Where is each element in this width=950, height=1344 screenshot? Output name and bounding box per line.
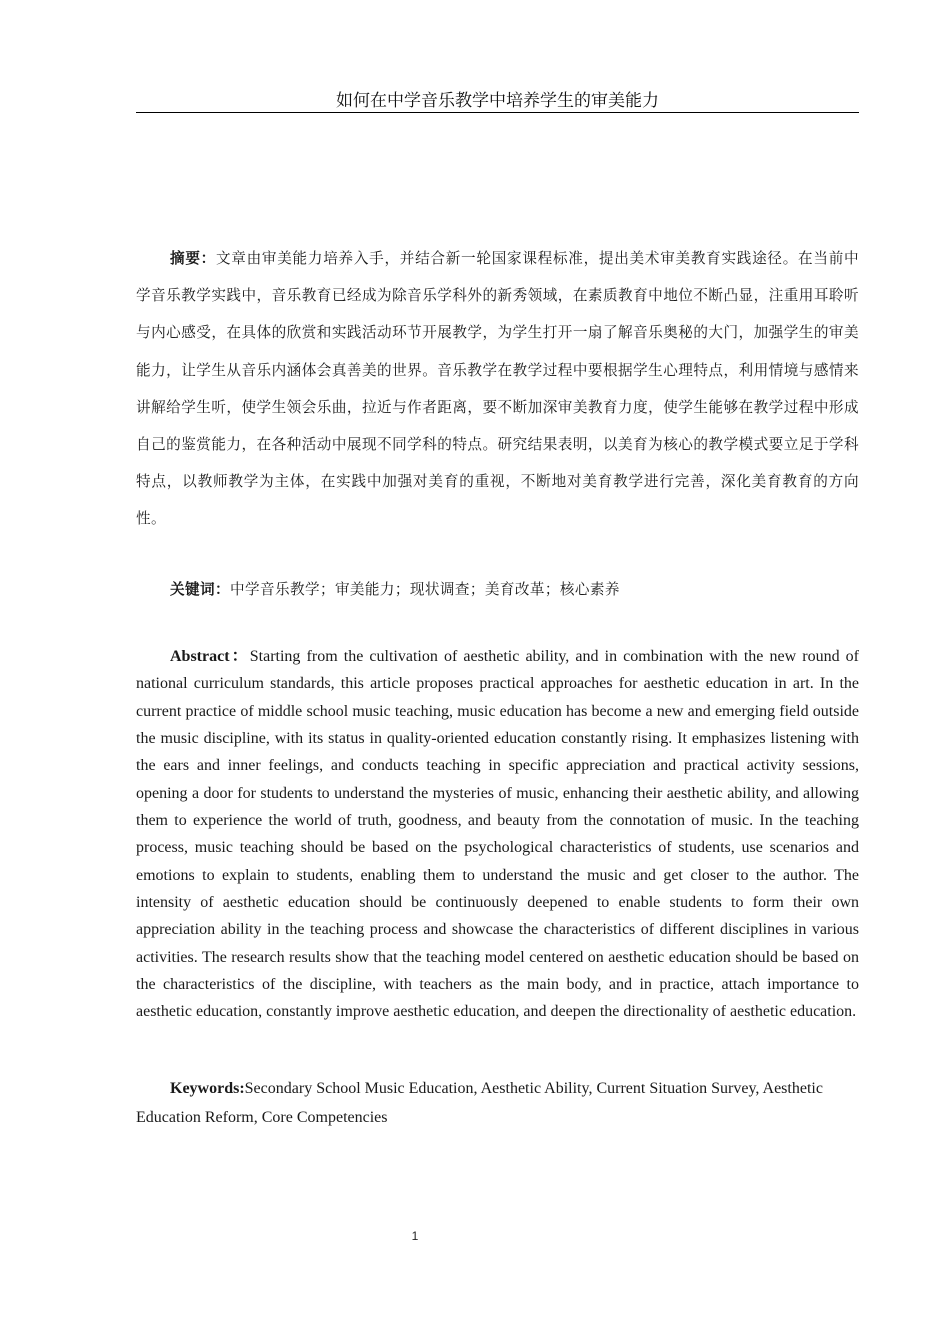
english-abstract bbox=[136, 643, 859, 1026]
english-abstract-label: Abstract： bbox=[170, 648, 250, 665]
chinese-keywords-text: 中学音乐教学；审美能力；现状调查；美育改革；核心素养 bbox=[229, 581, 620, 598]
chinese-abstract bbox=[136, 240, 859, 538]
chinese-keywords-label: 关键词： bbox=[170, 581, 230, 598]
english-keywords bbox=[136, 1074, 859, 1132]
running-header-title: 如何在中学音乐教学中培养学生的审美能力 bbox=[136, 90, 859, 113]
english-keywords-label: Keywords: bbox=[170, 1080, 245, 1097]
chinese-keywords bbox=[136, 576, 859, 604]
english-keywords-text: Secondary School Music Education, Aesthetic Ability, Current Situation Survey, Aesthetic Education Reform, Core Competencies bbox=[136, 1080, 823, 1126]
english-abstract-text: Starting from the cultivation of aesthetic ability, and in combination with the new round of national curriculum standards, this article proposes practical approaches for aesthetic education in art. In the current practice of middle school music teaching, music education has become a new and emerging field outside the music discipline, with its status in quality-oriented education constantly rising. It emphasizes listening with the ears and inner feelings, and conducts teaching in specific appreciation and practical activity sessions, opening a door for students to understand the mysteries of music, enhancing their aesthetic ability, and allowing them to experience the world of truth, goodness, and beauty from the connotation of music. In the teaching process, music teaching should be based on the psychological characteristics of students, use scenarios and emotions to explain to students, enabling them to understand the music and get closer to the author. The intensity of aesthetic education should be continuously deepened to enable students to form their own appreciation ability in the teaching process and showcase the characteristics of different disciplines in various activities. The research results show that the teaching model centered on aesthetic education should be based on the characteristics of the discipline, with teachers as the main body, and in practice, attach importance to aesthetic education, constantly improve aesthetic education, and deepen the directionality of aesthetic education. bbox=[136, 648, 860, 1021]
chinese-abstract-text: 文章由审美能力培养入手，并结合新一轮国家课程标准，提出美术审美教育实践途径。在当前中学音乐教学实践中，音乐教育已经成为除音乐学科外的新秀领域，在素质教育中地位不断凸显，注重用耳聆听与内心感受，在具体的欣赏和实践活动环节开展教学，为学生打开一扇了解音乐奥秘的大门，加强学生的审美能力，让学生从音乐内涵体会真善美的世界。音乐教学在教学过程中要根据学生心理特点，利用情境与感情来讲解给学生听，使学生领会乐曲，拉近与作者距离，要不断加深审美教育力度，使学生能够在教学过程中形成自己的鉴赏能力，在各种活动中展现不同学科的特点。研究结果表明，以美育为核心的教学模式要立足于学科特点，以教师教学为主体，在实践中加强对美育的重视，不断地对美育教学进行完善，深化美育教育的方向性。 bbox=[136, 250, 860, 528]
page-number: 1 bbox=[411, 1229, 419, 1243]
chinese-abstract-label: 摘要： bbox=[170, 250, 216, 267]
